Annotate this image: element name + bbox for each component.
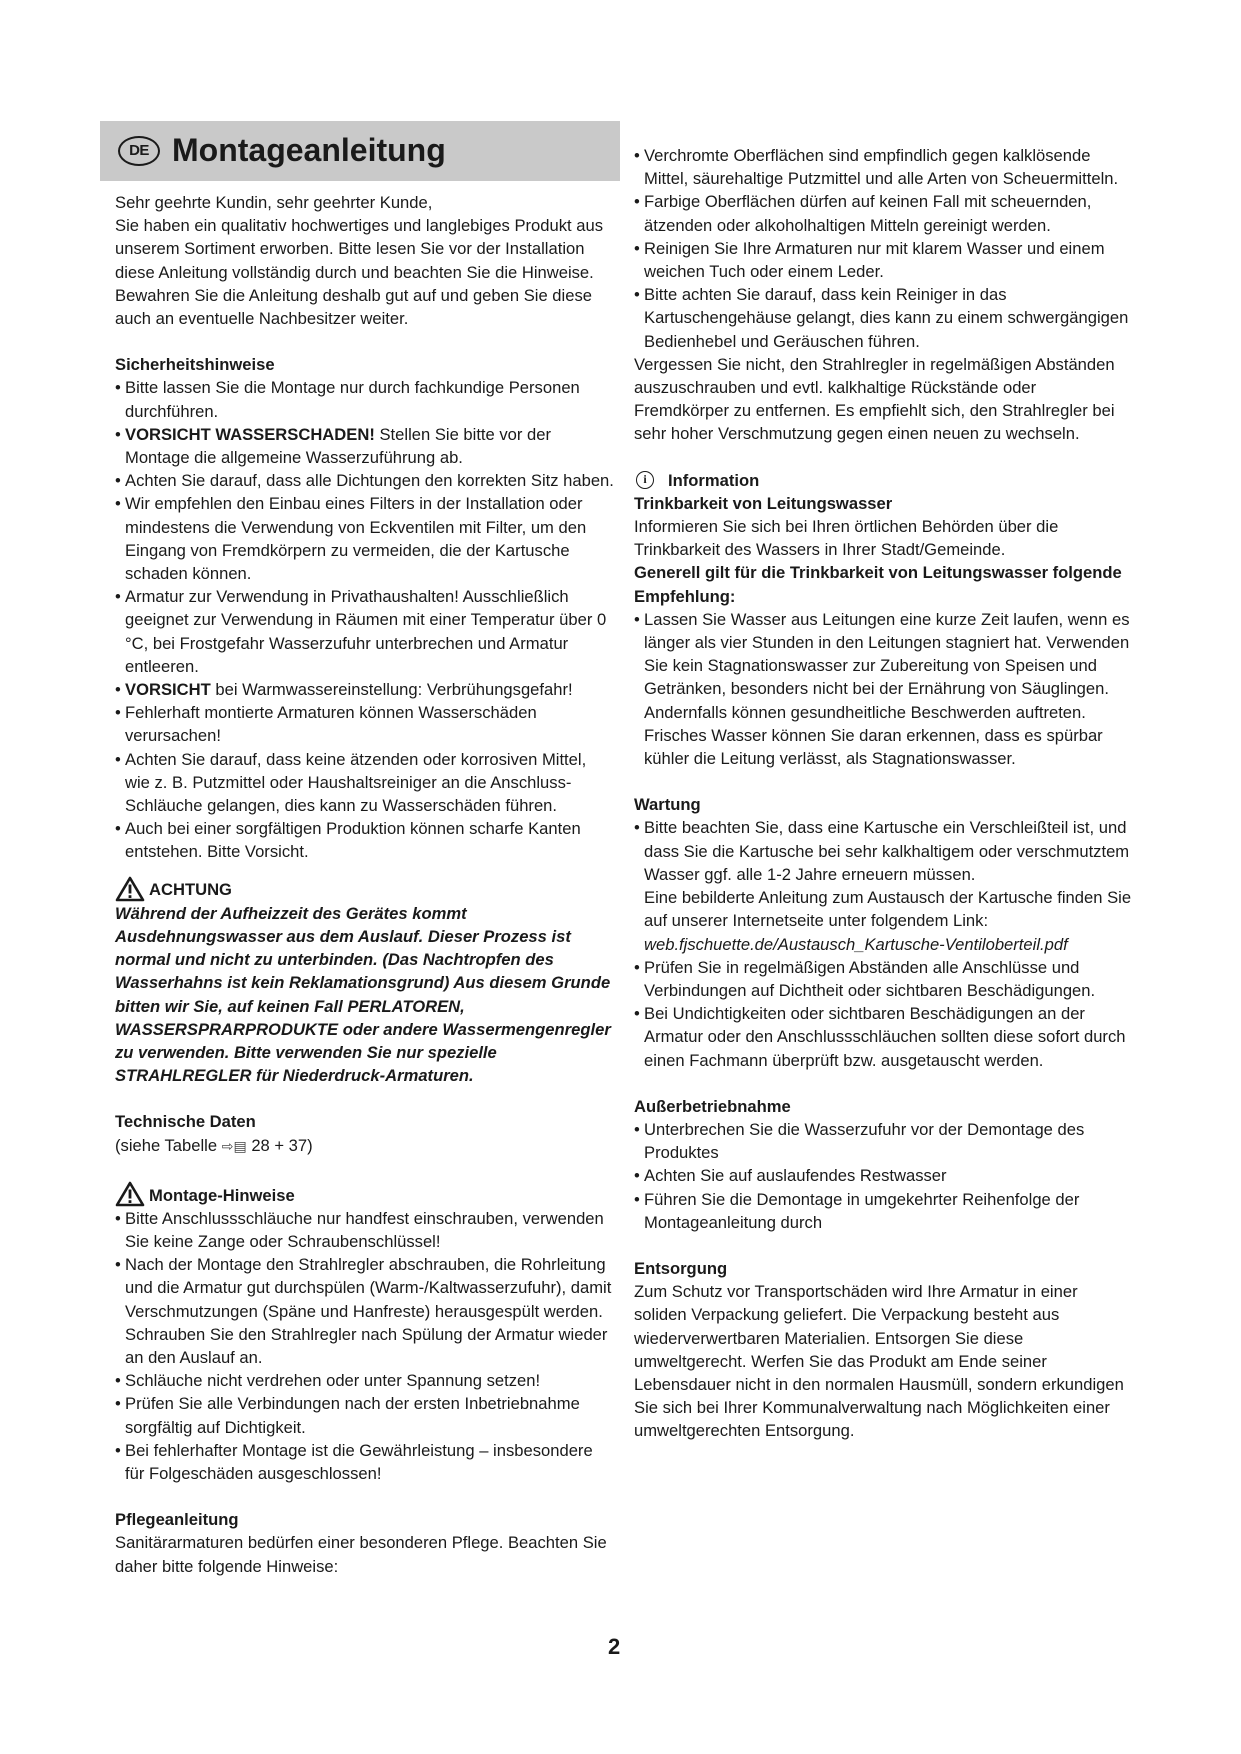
list-item: • VORSICHT WASSERSCHADEN! Stellen Sie bitte vor der Montage die allgemeine Wasserzuführung ab. [115, 423, 615, 469]
title-bar [100, 121, 620, 181]
maintenance-heading: Wartung [634, 795, 701, 815]
warning-triangle-icon [115, 1181, 145, 1207]
safety-list [115, 376, 615, 863]
care-list [634, 144, 1134, 353]
list-item: • Achten Sie darauf, dass keine ätzenden oder korrosiven Mittel, wie z. B. Putzmittel oder Haushaltsreiniger an die Anschluss-Schläuche gelangen, dies kann zu Wasserschäden führen. [115, 748, 615, 818]
decommissioning-list [634, 1118, 1134, 1234]
information-recommendation: Generell gilt für die Trinkbarkeit von Leitungswasser folgende Empfehlung: [634, 563, 1122, 606]
info-icon: i [636, 471, 654, 489]
list-item: • Bitte lassen Sie die Montage nur durch fachkundige Personen durchführen. [115, 376, 615, 422]
language-badge: DE [118, 136, 160, 166]
maintenance-list [634, 816, 1134, 1071]
disposal-text: Zum Schutz vor Transportschäden wird Ihre Armatur in einer soliden Verpackung geliefert. Die Verpackung besteht aus wiederverwertbaren Materialien. Entsorgen Sie diese umweltgerecht. Werfen Sie das Produkt am Ende seiner Lebensdauer nicht in den normalen Hausmüll, sondern erkundigen Sie sich bei Ihrer Kommunalverwaltung nach Möglichkeiten einer umweltgerechten Entsorgung. [634, 1282, 1124, 1441]
information-title: Information [668, 470, 760, 490]
page-title: Montageanleitung [172, 132, 446, 168]
list-item: • Verchromte Oberflächen sind empfindlich gegen kalklösende Mittel, säurehaltige Putzmittel und alle Arten von Scheuermitteln. [634, 144, 1134, 190]
technical-heading: Technische Daten [115, 1112, 256, 1132]
care-closing: Vergessen Sie nicht, den Strahlregler in regelmäßigen Abständen auszuschrauben und evtl. kalkhaltige Rückstände oder Fremdkörper zu entfernen. Es empfiehlt sich, den Strahlregler bei sehr hoher Verschmutzung gegen einen neuen zu wechseln. [634, 354, 1115, 444]
page-number: 2 [608, 1634, 621, 1659]
list-item: • Bei fehlerhafter Montage ist die Gewährleistung – insbesondere für Folgeschäden ausgeschlossen! [115, 1439, 615, 1485]
right-column [634, 144, 1134, 1443]
disposal-heading: Entsorgung [634, 1258, 728, 1278]
list-item: • Fehlerhaft montierte Armaturen können Wasserschäden verursachen! [115, 701, 615, 747]
list-item: • Nach der Montage den Strahlregler abschrauben, die Rohrleitung und die Armatur gut durchspülen (Warm-/Kaltwasserzufuhr), damit Verschmutzungen (Späne und Hanfreste) herausgespült werden. Schrauben Sie den Strahlregler nach Spülung der Armatur wieder an den Auslauf an. [115, 1253, 615, 1369]
cartridge-guide-link[interactable]: web.fjschuette.de/Austausch_Kartusche-Ventiloberteil.pdf [644, 934, 1068, 954]
list-item: • Bitte Anschlussschläuche nur handfest einschrauben, verwenden Sie keine Zange oder Schraubenschlüssel! [115, 1207, 615, 1253]
left-column [115, 191, 615, 1578]
safety-heading: Sicherheitshinweise [115, 355, 275, 375]
list-item: • Schläuche nicht verdrehen oder unter Spannung setzen! [115, 1369, 615, 1392]
information-subheading: Trinkbarkeit von Leitungswasser [634, 493, 893, 513]
mounting-title: Montage-Hinweise [149, 1185, 295, 1205]
warning-text: Während der Aufheizzeit des Gerätes kommt Ausdehnungswasser aus dem Auslauf. Dieser Prozess ist normal und nicht zu unterbinden. (Das Nachtropfen des Wasserhahns ist kein Reklamationsgrund) Aus diesem Grunde bitten wir Sie, auf keinen Fall PERLATOREN, WASSERSPRARPRODUKTE oder andere Wassermengenregler zu verwenden. Bitte verwenden Sie nur spezielle STRAHLREGLER für Niederdruck-Armaturen. [115, 903, 611, 1086]
list-item: • Bitte achten Sie darauf, dass kein Reiniger in das Kartuschengehäuse gelangt, dies kann zu einem schwergängigen Bedienhebel und Geräuschen führen. [634, 283, 1134, 353]
list-item: • Bei Undichtigkeiten oder sichtbaren Beschädigungen an der Armatur oder den Anschlussschläuchen sollten diese sofort durch einen Fachmann überprüft bzw. ausgetauscht werden. [634, 1002, 1134, 1072]
list-item: • Reinigen Sie Ihre Armaturen nur mit klarem Wasser und einem weichen Tuch oder einem Leder. [634, 237, 1134, 283]
intro-greeting: Sehr geehrte Kundin, sehr geehrter Kunde, [115, 193, 433, 212]
list-item: • Farbige Oberflächen dürfen auf keinen Fall mit scheuernden, ätzenden oder alkoholhaltigen Mitteln gereinigt werden. [634, 190, 1134, 236]
information-heading [634, 469, 1134, 492]
list-item: • Achten Sie darauf, dass alle Dichtungen den korrekten Sitz haben. [115, 469, 615, 492]
table-reference-icon: ⇨▤ [221, 1137, 247, 1154]
mounting-heading [115, 1181, 615, 1207]
list-item: • Prüfen Sie alle Verbindungen nach der ersten Inbetriebnahme sorgfältig auf Dichtigkeit. [115, 1392, 615, 1438]
care-heading: Pflegeanleitung [115, 1510, 239, 1530]
list-item: • Lassen Sie Wasser aus Leitungen eine kurze Zeit laufen, wenn es länger als vier Stunden in den Leitungen stagniert hat. Verwenden Sie kein Stagnationswasser zur Zubereitung von Speisen und Getränken, besonders nicht bei der Ernährung von Säuglingen. Andernfalls können gesundheitliche Beschwerden auftreten. Frisches Wasser können Sie daran erkennen, dass es spürbar kühler die Leitung verlässt, als Stagnationswasser. [634, 608, 1134, 770]
list-item: • Prüfen Sie in regelmäßigen Abständen alle Anschlüsse und Verbindungen auf Dichtheit oder sichtbaren Beschädigungen. [634, 956, 1134, 1002]
list-item: • Auch bei einer sorgfältigen Produktion können scharfe Kanten entstehen. Bitte Vorsicht. [115, 817, 615, 863]
list-item: • Wir empfehlen den Einbau eines Filters in der Installation oder mindestens die Verwendung von Eckventilen mit Filter, um den Eingang von Fremdkörpern zu vermeiden, die der Kartusche schaden können. [115, 492, 615, 585]
care-text: Sanitärarmaturen bedürfen einer besonderen Pflege. Beachten Sie daher bitte folgende Hinweise: [115, 1533, 607, 1576]
list-item: • Führen Sie die Demontage in umgekehrter Reihenfolge der Montageanleitung durch [634, 1188, 1134, 1234]
list-item: • VORSICHT bei Warmwassereinstellung: Verbrühungsgefahr! [115, 678, 615, 701]
technical-reference: (siehe Tabelle ⇨▤ 28 + 37) [115, 1135, 313, 1155]
intro-text: Sie haben ein qualitativ hochwertiges und langlebiges Produkt aus unserem Sortiment erworben. Bitte lesen Sie vor der Installation diese Anleitung vollständig durch und beachten Sie die Hinweise. [115, 216, 604, 282]
intro-text-2: Bewahren Sie die Anleitung deshalb gut auf und geben Sie diese auch an eventuelle Nachbesitzer weiter. [115, 285, 592, 329]
list-item: • Unterbrechen Sie die Wasserzufuhr vor der Demontage des Produktes [634, 1118, 1134, 1164]
decommissioning-heading: Außerbetriebnahme [634, 1096, 791, 1116]
warning-heading [115, 876, 615, 902]
information-text: Informieren Sie sich bei Ihren örtlichen Behörden über die Trinkbarkeit des Wassers in Ihrer Stadt/Gemeinde. [634, 517, 1059, 560]
list-item: • Armatur zur Verwendung in Privathaushalten! Ausschließlich geeignet zur Verwendung in Räumen mit einer Temperatur über 0 °C, bei Frostgefahr Wasserzufuhr unterbrechen und Armatur entleeren. [115, 585, 615, 678]
list-item: • Bitte beachten Sie, dass eine Kartusche ein Verschleißteil ist, und dass Sie die Kartusche bei sehr kalkhaltigem oder verschmutztem Wasser ggf. alle 1-2 Jahre erneuern müssen. Eine bebilderte Anleitung zum Austausch der Kartusche finden Sie auf unserer Internetseite unter folgendem Link: web.fjschuette.de/Austausch_Kartusche-Ventiloberteil.pdf [634, 816, 1134, 955]
mounting-list [115, 1207, 615, 1485]
list-item: • Achten Sie auf auslaufendes Restwasser [634, 1164, 1134, 1187]
warning-triangle-icon [115, 876, 145, 902]
information-list [634, 608, 1134, 770]
warning-title: ACHTUNG [149, 880, 232, 900]
